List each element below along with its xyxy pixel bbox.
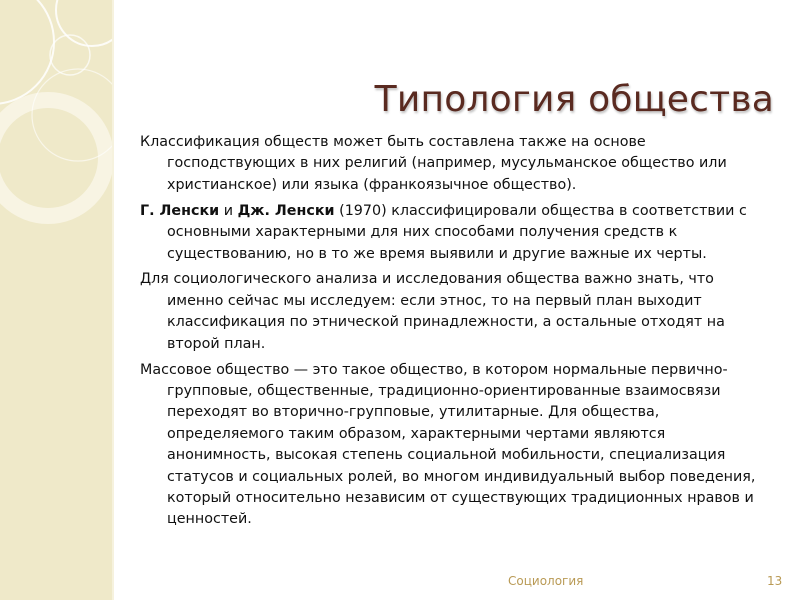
paragraph-lenski <box>140 201 772 265</box>
paragraph-mass-society: Массовое общество — это такое общество, в котором нормальные первично-групповые, общественные, традиционно-ориентированные взаимосвязи переходят во вторично-групповые, утилитарные. Для общества, определяемого таким образом, характерными чертами являются анонимность, высокая степень социальной мобильности, специализация статусов и социальных ролей, во многом индивидуальный выбор поведения, который относительно независим от существующих традиционных нравов и ценностей. <box>140 361 756 528</box>
slide-title: Типология общества <box>374 79 774 121</box>
paragraph-analysis: Для социологического анализа и исследования общества важно знать, что именно сейчас мы исследуем: если этнос, то на первый план выходит классификация по этнической принадлежности, а остальные отходят на второй план. <box>140 271 725 352</box>
footer-label: Социология <box>508 574 584 588</box>
side-band-edge <box>112 0 114 600</box>
slide-body <box>140 132 772 535</box>
decorative-circles <box>0 0 112 600</box>
author-dzh-lenski: Дж. Ленски <box>237 202 335 219</box>
decorative-side-band <box>0 0 112 600</box>
paragraph-religion-language: Классификация обществ может быть составлена также на основе господствующих в них религий (например, мусульманское общество или христианское) или языка (франкоязычное общество). <box>140 134 727 193</box>
author-g-lenski: Г. Ленски <box>140 202 220 219</box>
page-number: 13 <box>767 574 783 588</box>
author-conjunction: и <box>219 202 238 219</box>
paragraph-lenski-text: (1970) классифицировали общества в соответствии с основными характерными для них способами получения средств к существованию, но в то же время выявили и другие важные их черты. <box>167 202 747 262</box>
